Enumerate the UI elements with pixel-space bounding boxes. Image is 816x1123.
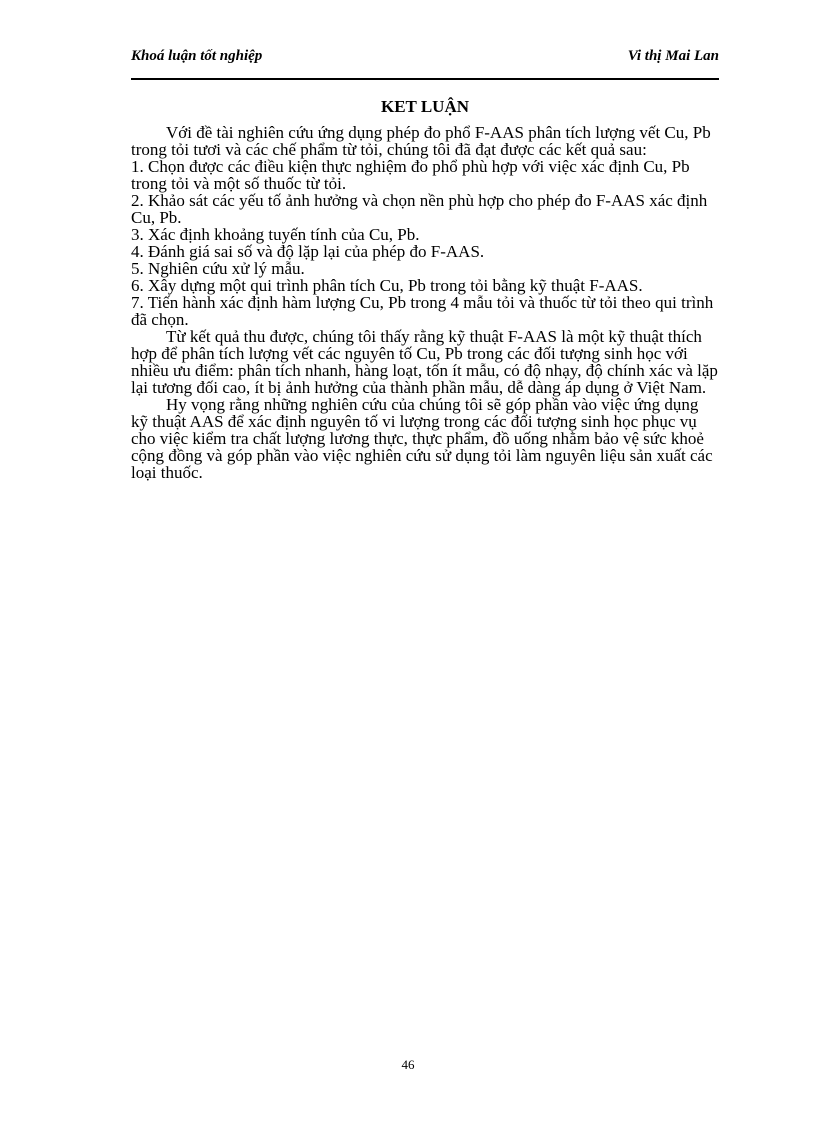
page-header bbox=[131, 48, 719, 68]
result-item-7: 7. Tiến hành xác định hàm lượng Cu, Pb trong 4 mẫu tỏi và thuốc từ tỏi theo qui trình đã chọn. bbox=[131, 293, 714, 329]
conclusion-body bbox=[131, 124, 719, 481]
outlook-paragraph: Hy vọng rằng những nghiên cứu của chúng tôi sẽ góp phần vào việc ứng dụng kỹ thuật AAS để xác định nguyên tố vi lượng trong các đối tượng sinh học phục vụ cho việc kiểm tra chất lượng lương thực, thực phẩm, đồ uống nhằm bảo vệ sức khoẻ cộng đồng và góp phần vào việc nghiên cứu sử dụng tỏi làm nguyên liệu sản xuất các loại thuốc. bbox=[131, 395, 713, 482]
result-item-4: 4. Đánh giá sai số và độ lặp lại của phép đo F-AAS. bbox=[131, 242, 485, 261]
intro-paragraph: Với đề tài nghiên cứu ứng dụng phép đo phổ F-AAS phân tích lượng vết Cu, Pb trong tỏi tươi và các chế phẩm từ tỏi, chúng tôi đã đạt được các kết quả sau: bbox=[131, 123, 711, 159]
result-item-2: 2. Khảo sát các yếu tố ảnh hưởng và chọn nền phù hợp cho phép đo F-AAS xác định Cu, Pb. bbox=[131, 191, 708, 227]
result-item-6: 6. Xây dựng một qui trình phân tích Cu, Pb trong tỏi bằng kỹ thuật F-AAS. bbox=[131, 276, 643, 295]
header-author-name: Vi thị Mai Lan bbox=[627, 48, 719, 64]
section-title: KET LUẬN bbox=[380, 97, 469, 116]
result-item-3: 3. Xác định khoảng tuyến tính của Cu, Pb. bbox=[131, 225, 420, 244]
result-item-1: 1. Chọn được các điều kiện thực nghiệm đo phổ phù hợp với việc xác định Cu, Pb trong tỏi và một số thuốc từ tỏi. bbox=[131, 157, 690, 193]
page-number: 46 bbox=[401, 1057, 415, 1072]
header-rule bbox=[131, 78, 719, 80]
assessment-paragraph: Từ kết quả thu được, chúng tôi thấy rằng kỹ thuật F-AAS là một kỹ thuật thích hợp để phân tích lượng vết các nguyên tố Cu, Pb trong các đối tượng sinh học với nhiều ưu điểm: phân tích nhanh, hàng loạt, tốn ít mẫu, có độ nhạy, độ chính xác và lặp lại tương đối cao, ít bị ảnh hưởng của thành phần mẫu, dễ dàng áp dụng ở Việt Nam. bbox=[131, 327, 718, 397]
header-thesis-label: Khoá luận tốt nghiệp bbox=[131, 48, 263, 64]
result-item-5: 5. Nghiên cứu xử lý mẫu. bbox=[131, 259, 305, 278]
